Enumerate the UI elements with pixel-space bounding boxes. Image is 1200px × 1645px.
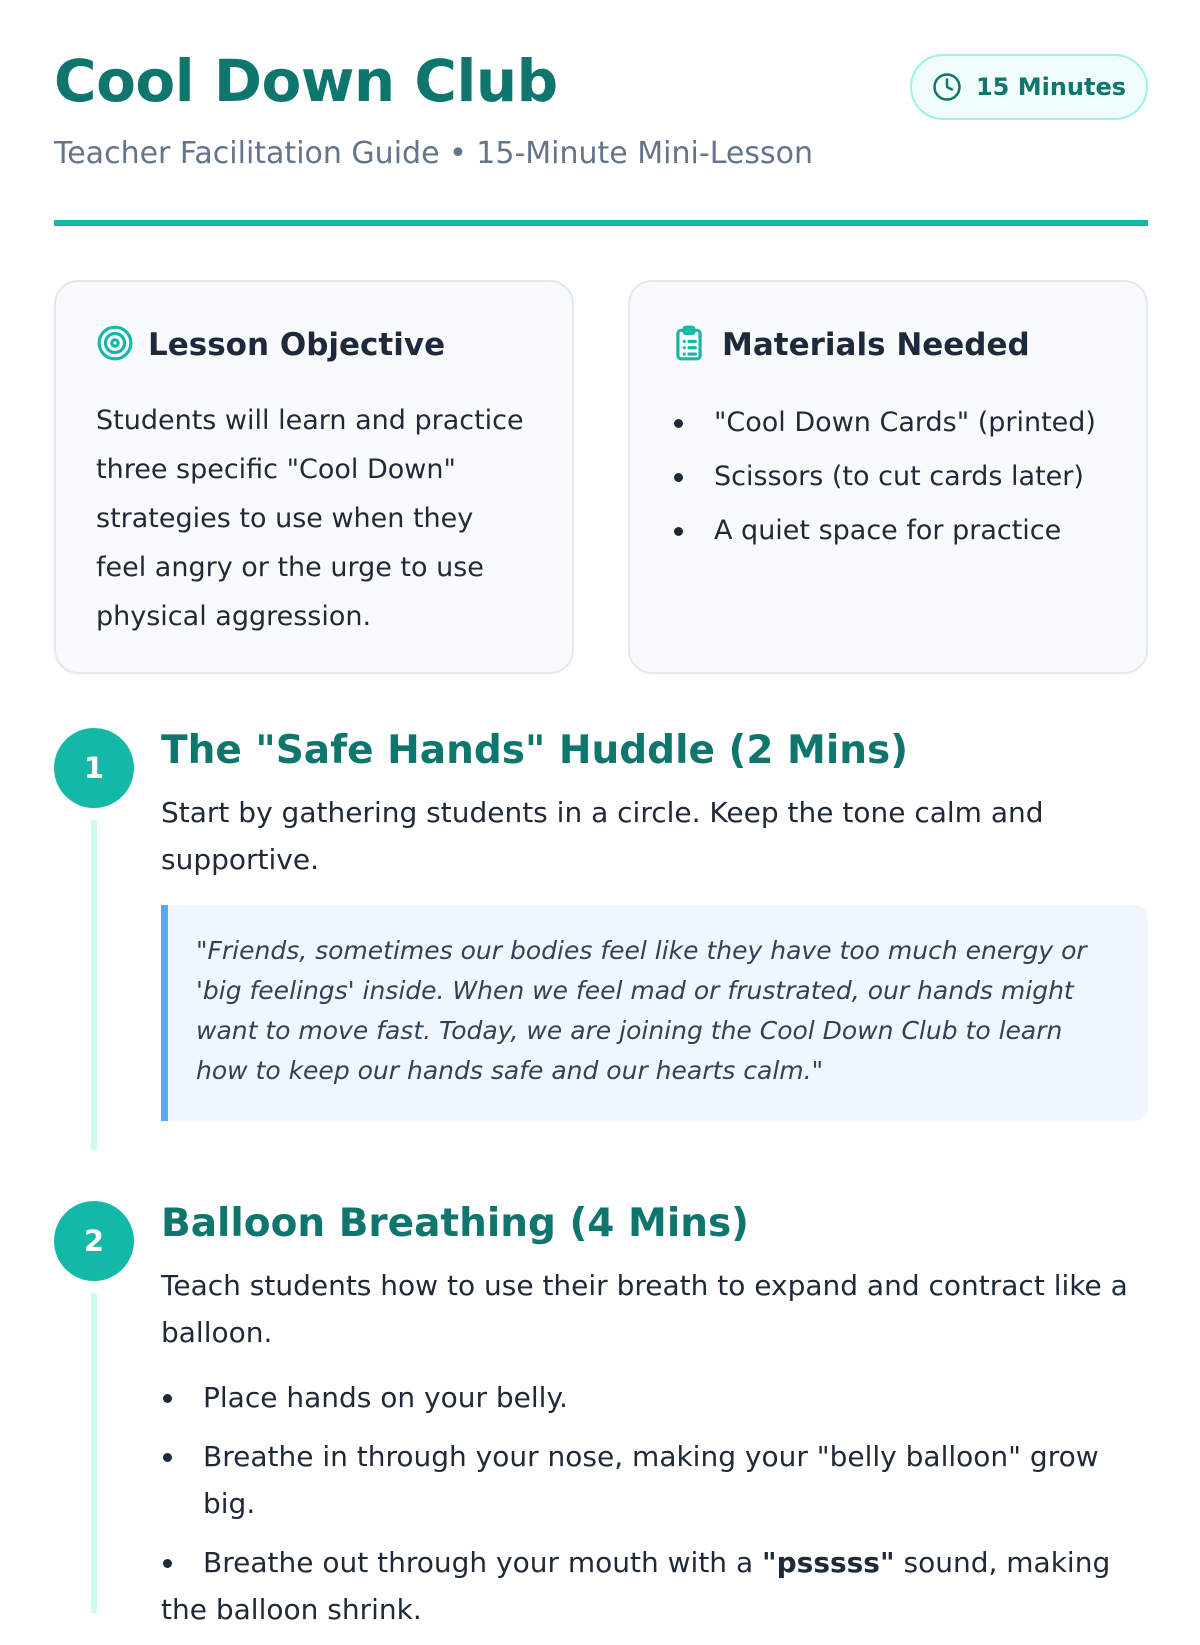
objective-text: Students will learn and practice three specific "Cool Down" strategies to use when they feel angry or the urge to use physical aggression.: [96, 405, 524, 632]
list-item-text: Breathe out through your mouth with a: [203, 1545, 763, 1579]
list-item: Breathe in through your nose, making your "belly balloon" grow big.: [161, 1433, 1148, 1527]
objective-card-header: [96, 324, 532, 366]
step-description: Teach students how to use their breath to expand and contract like a balloon.: [161, 1268, 1128, 1349]
list-item: Place hands on your belly.: [161, 1374, 1148, 1421]
materials-card-title: Materials Needed: [722, 327, 1030, 363]
step-1: [54, 728, 1148, 1148]
list-item: "Cool Down Cards" (printed): [670, 396, 1106, 450]
materials-card: [628, 280, 1148, 674]
sound-emphasis: "psssss": [762, 1545, 895, 1579]
step-number-badge: 2: [54, 1201, 134, 1281]
info-cards: [54, 280, 1148, 674]
step-title: The "Safe Hands" Huddle (2 Mins): [161, 728, 909, 773]
header: [54, 0, 1148, 228]
step-connector: [91, 1293, 97, 1613]
breathing-steps-list: [161, 1374, 1148, 1633]
step-description: Start by gathering students in a circle. Keep the tone calm and supportive.: [161, 795, 1044, 876]
header-divider: [54, 220, 1148, 226]
lesson-guide-page: [54, 0, 1148, 1626]
duration-label: 15 Minutes: [975, 73, 1127, 101]
target-icon: [96, 324, 134, 366]
step-title: Balloon Breathing (4 Mins): [161, 1201, 749, 1246]
clipboard-list-icon: [670, 324, 708, 366]
list-item: [161, 1539, 1148, 1633]
step-content: [161, 728, 1148, 1121]
objective-card-title: Lesson Objective: [148, 327, 446, 363]
materials-card-header: [670, 324, 1106, 366]
page-title: Cool Down Club: [54, 47, 558, 115]
list-item: A quiet space for practice: [670, 504, 1106, 558]
list-item-text: sound, making the balloon shrink.: [161, 1545, 1111, 1626]
list-item: Scissors (to cut cards later): [670, 450, 1106, 504]
duration-badge: [910, 54, 1148, 120]
step-connector: [91, 820, 97, 1150]
page-subtitle: Teacher Facilitation Guide • 15-Minute Mini-Lesson: [54, 136, 813, 171]
teacher-script-quote: "Friends, sometimes our bodies feel like they have too much energy or 'big feelings' inside. When we feel mad or frustrated, our hands might want to move fast. Today, we are joining the Cool Down Club to learn how to keep our hands safe and our hearts calm.": [161, 905, 1148, 1121]
objective-card: [54, 280, 574, 674]
step-number-badge: 1: [54, 728, 134, 808]
step-content: [161, 1201, 1148, 1645]
clock-icon: [932, 72, 962, 102]
materials-list: [670, 396, 1106, 558]
step-2: [54, 1201, 1148, 1626]
